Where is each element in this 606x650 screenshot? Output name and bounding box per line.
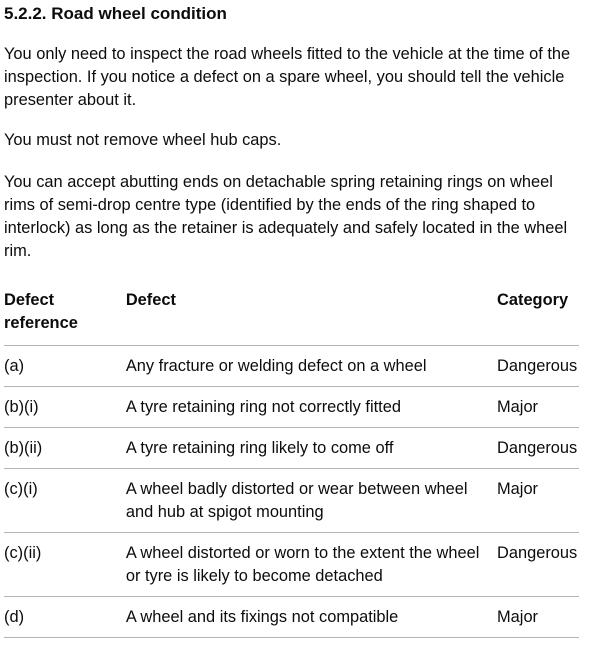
defect-reference-cell: (b)(i) [4, 387, 126, 428]
header-category: Category [497, 287, 579, 346]
defect-description-cell: A wheel and its fixings not compatible [126, 597, 497, 638]
hub-caps-paragraph: You must not remove wheel hub caps. [4, 131, 282, 149]
defect-category-cell: Dangerous [497, 346, 579, 387]
table-row [4, 597, 579, 638]
defects-table [4, 287, 579, 638]
section-heading: 5.2.2. Road wheel condition [4, 4, 227, 23]
header-defect-reference: Defect reference [4, 287, 126, 346]
defect-reference-cell: (b)(ii) [4, 428, 126, 469]
intro-paragraph: You only need to inspect the road wheels fitted to the vehicle at the time of the inspection. If you notice a defect on a spare wheel, you should tell the vehicle presenter about it. [4, 45, 571, 109]
defect-category-cell: Major [497, 387, 579, 428]
defect-description-cell: A tyre retaining ring not correctly fitted [126, 387, 497, 428]
defect-category-cell: Major [497, 469, 579, 533]
defect-reference-cell: (c)(ii) [4, 533, 126, 597]
defect-category-cell: Dangerous [497, 533, 579, 597]
defect-reference-cell: (c)(i) [4, 469, 126, 533]
retaining-rings-paragraph: You can accept abutting ends on detachable spring retaining rings on wheel rims of semi-drop centre type (identified by the ends of the ring shaped to interlock) as long as the retainer is adequately and safely located in the wheel rim. [4, 173, 568, 260]
table-row [4, 346, 579, 387]
table-header-row [4, 287, 579, 346]
table-row [4, 533, 579, 597]
header-defect: Defect [126, 287, 497, 346]
defect-description-cell: Any fracture or welding defect on a wheel [126, 346, 497, 387]
defect-description-cell: A wheel badly distorted or wear between wheel and hub at spigot mounting [126, 469, 497, 533]
defect-reference-cell: (a) [4, 346, 126, 387]
defect-description-cell: A tyre retaining ring likely to come off [126, 428, 497, 469]
table-row [4, 387, 579, 428]
defect-description-cell: A wheel distorted or worn to the extent the wheel or tyre is likely to become detached [126, 533, 497, 597]
defect-category-cell: Dangerous [497, 428, 579, 469]
table-row [4, 428, 579, 469]
defect-reference-cell: (d) [4, 597, 126, 638]
table-row [4, 469, 579, 533]
defect-category-cell: Major [497, 597, 579, 638]
